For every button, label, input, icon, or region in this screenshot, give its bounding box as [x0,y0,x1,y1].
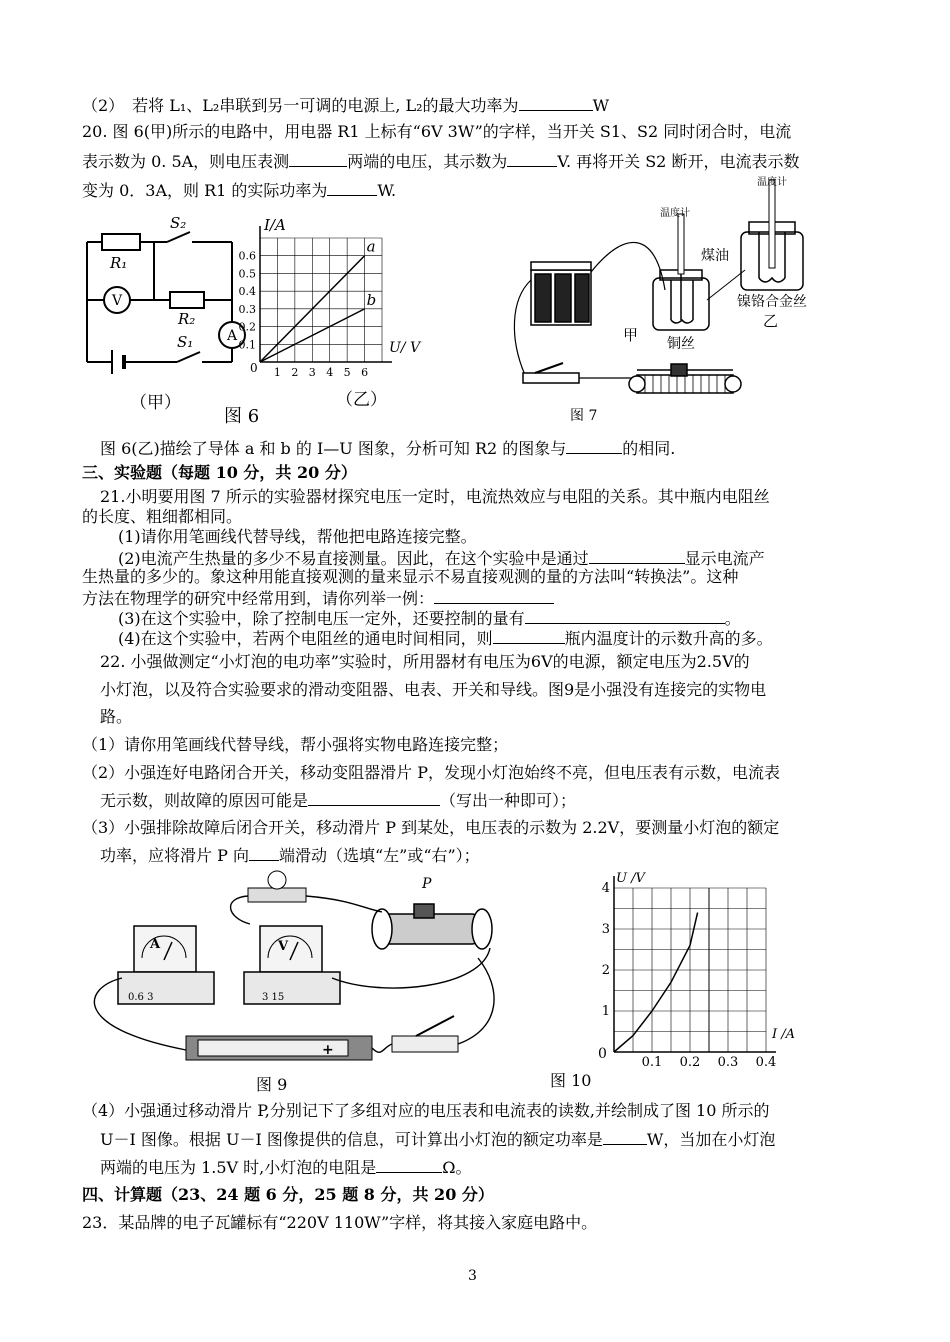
y-tick-label: 0.1 [238,338,256,352]
q20-line3: 变为 0．3A，则 R1 的实际功率为 W. [82,181,397,200]
fig6-caption: 图 6 [224,406,260,427]
q22-line3: 路。 [100,707,133,726]
q20-line4: 图 6(乙)描绘了导体 a 和 b 的 I—U 图象，分析可知 R2 的图象与 的相同. [100,439,676,458]
answer-blank[interactable] [327,179,377,196]
q22-line2: 小灯泡，以及符合实验要求的滑动变阻器、电表、开关和导线。图9是小强没有连接完的实物电 [100,680,767,699]
svg-text:温度计: 温度计 [660,208,690,219]
answer-blank[interactable] [434,587,554,604]
svg-text:铜丝: 铜丝 [667,336,695,352]
y-tick-label: 0.6 [238,249,256,263]
svg-text:A: A [226,328,238,344]
y-tick-label: 0.3 [238,302,256,316]
fig6-yi-label: （乙） [336,390,387,410]
answer-blank[interactable] [566,437,622,454]
answer-blank[interactable] [603,1128,647,1145]
svg-text:P: P [422,876,432,892]
svg-text:R₂: R₂ [178,310,196,328]
svg-text:乙: 乙 [763,312,779,330]
x-tick-label: 0.4 [755,1055,777,1066]
section3-heading: 三、实验题（每题 10 分，共 20 分） [82,463,357,482]
q22-line1: 22. 小强做测定“小灯泡的电功率”实验时，所用器材有电压为6V的电源，额定电压为2.5V的 [100,652,750,671]
fig7-caption: 图 7 [570,408,598,424]
q22-part3: （3）小强排除故障后闭合开关，移动滑片 P 到某处，电压表的示数为 2.2V，要测量小灯泡的额定 [82,818,780,837]
q21-line1: 21.小明要用图 7 所示的实验器材探究电压一定时，电流热效应与电阻的关系。其中瓶内电阻丝 [100,487,770,506]
x-axis-label: U/ V [389,340,421,356]
q22-part2: （2）小强连好电路闭合开关，移动变阻器滑片 P，发现小灯泡始终不亮，但电压表有示数，电流表 [82,763,781,782]
svg-text:A: A [150,937,161,952]
q21-line5: 生热量的多少的。象这种用能直接观测的量来显示不易直接观测的量的方法叫“转换法”。这种 [82,567,739,586]
origin-label: 0 [250,361,258,375]
q23-line1: 23．某品牌的电子瓦罐标有“220V 110W”字样，将其接入家庭电路中。 [82,1213,598,1232]
q20-line2: 表示数为 0. 5A，则电压表测 两端的电压，其示数为 V. 再将开关 S2 断开，电流表示数 [82,152,800,171]
svg-text:0.6 3: 0.6 3 [128,992,154,1003]
y-tick-label: 0.5 [238,267,256,281]
x-tick-label: 2 [291,366,299,379]
svg-text:3 15: 3 15 [262,992,285,1003]
x-tick-label: 0.3 [717,1055,739,1066]
answer-blank[interactable] [507,150,557,167]
y-tick-label: 3 [601,922,610,937]
svg-text:S₁: S₁ [177,333,194,351]
q21-part1: (1)请你用笔画线代替导线，帮他把电路连接完整。 [118,527,477,546]
fig9-caption: 图 9 [256,1075,288,1094]
y-tick-label: 4 [601,881,610,896]
svg-text:（甲）: （甲） [130,393,181,413]
series-label: b [366,290,377,309]
y-tick-label: 2 [601,963,610,978]
answer-blank[interactable] [249,844,279,861]
fig10-caption: 图 10 [550,1071,592,1090]
svg-text:+: + [322,1042,334,1058]
q21-part2: (2)电流产生热量的多少不易直接测量。因此，在这个实验中是通过 显示电流产 [118,549,765,568]
svg-text:S₂: S₂ [170,214,187,232]
q20-line1: 20. 图 6(甲)所示的电路中，用电器 R1 上标有“6V 3W”的字样，当开关 S1、S2 同时闭合时，电流 [82,122,792,141]
fig6-iu-chart [236,210,426,430]
q22-part4c: 两端的电压为 1.5V 时,小灯泡的电阻是 Ω。 [100,1158,472,1177]
q21-line2: 的长度、粗细都相同。 [82,507,243,526]
chart-grid [614,888,766,1052]
svg-text:温度计: 温度计 [757,177,787,188]
svg-text:煤油: 煤油 [701,248,729,264]
x-tick-label: 5 [343,366,351,379]
x-axis-label: I /A [772,1027,796,1042]
x-tick-label: 1 [273,366,281,379]
answer-blank[interactable] [519,94,593,111]
fig9-circuit [82,868,542,1088]
x-tick-label: 0.2 [679,1055,701,1066]
y-tick-label: 1 [601,1004,610,1019]
x-tick-label: 3 [308,366,316,379]
series-label: a [366,237,376,256]
answer-blank[interactable] [376,1156,442,1173]
answer-blank[interactable] [289,150,347,167]
svg-text:甲: 甲 [623,326,639,344]
svg-text:R₁: R₁ [110,254,128,272]
fig6-circuit [82,212,248,422]
q22-part4: （4）小强通过移动滑片 P,分别记下了多组对应的电压表和电流表的读数,并绘制成了图 10 所示的 [82,1101,770,1120]
fig7-apparatus [505,170,835,410]
origin-label: 0 [598,1046,607,1062]
y-axis-label: I/A [264,216,286,234]
q22-part2b: 无示数，则故障的原因可能是 （写出一种即可）； [100,791,577,810]
answer-blank[interactable] [308,789,440,806]
y-axis-label: U /V [616,871,645,886]
x-tick-label: 6 [361,366,369,379]
answer-blank[interactable] [493,627,565,644]
q21-part3: (3)在这个实验中，除了控制电压一定外，还要控制的量有 。 [118,609,741,628]
q22-part3b: 功率，应将滑片 P 向 端滑动（选填“左”或“右”）； [100,846,480,865]
q22-part4b: U－I 图像。根据 U－I 图像提供的信息，可计算出小灯泡的额定功率是 W，当加在小灯泡 [100,1130,776,1149]
x-tick-label: 4 [326,366,334,379]
answer-blank[interactable] [525,607,725,624]
svg-text:镍铬合金丝: 镍铬合金丝 [737,294,807,310]
y-tick-label: 0.4 [238,285,256,299]
section4-heading: 四、计算题（23、24 题 6 分，25 题 8 分，共 20 分） [82,1185,494,1204]
x-tick-label: 0.1 [641,1055,663,1066]
q21-line6: 方法在物理学的研究中经常用到，请你列举一例： [82,587,554,609]
q19-part2: （2） 若将 L₁、L₂串联到另一可调的电源上, L₂的最大功率为 W [82,96,610,115]
series-line-0 [614,913,698,1052]
page-number: 3 [468,1268,477,1284]
q22-part1: （1）请你用笔画线代替导线，帮小强将实物电路连接完整； [82,735,509,754]
fig10-ui-chart [590,866,810,1066]
svg-text:V: V [111,293,123,309]
y-tick-label: 0.2 [238,320,256,334]
answer-blank[interactable] [589,547,685,564]
q21-part4: (4)在这个实验中，若两个电阻丝的通电时间相同，则 瓶内温度计的示数升高的多。 [118,629,773,648]
svg-text:V: V [278,939,289,954]
